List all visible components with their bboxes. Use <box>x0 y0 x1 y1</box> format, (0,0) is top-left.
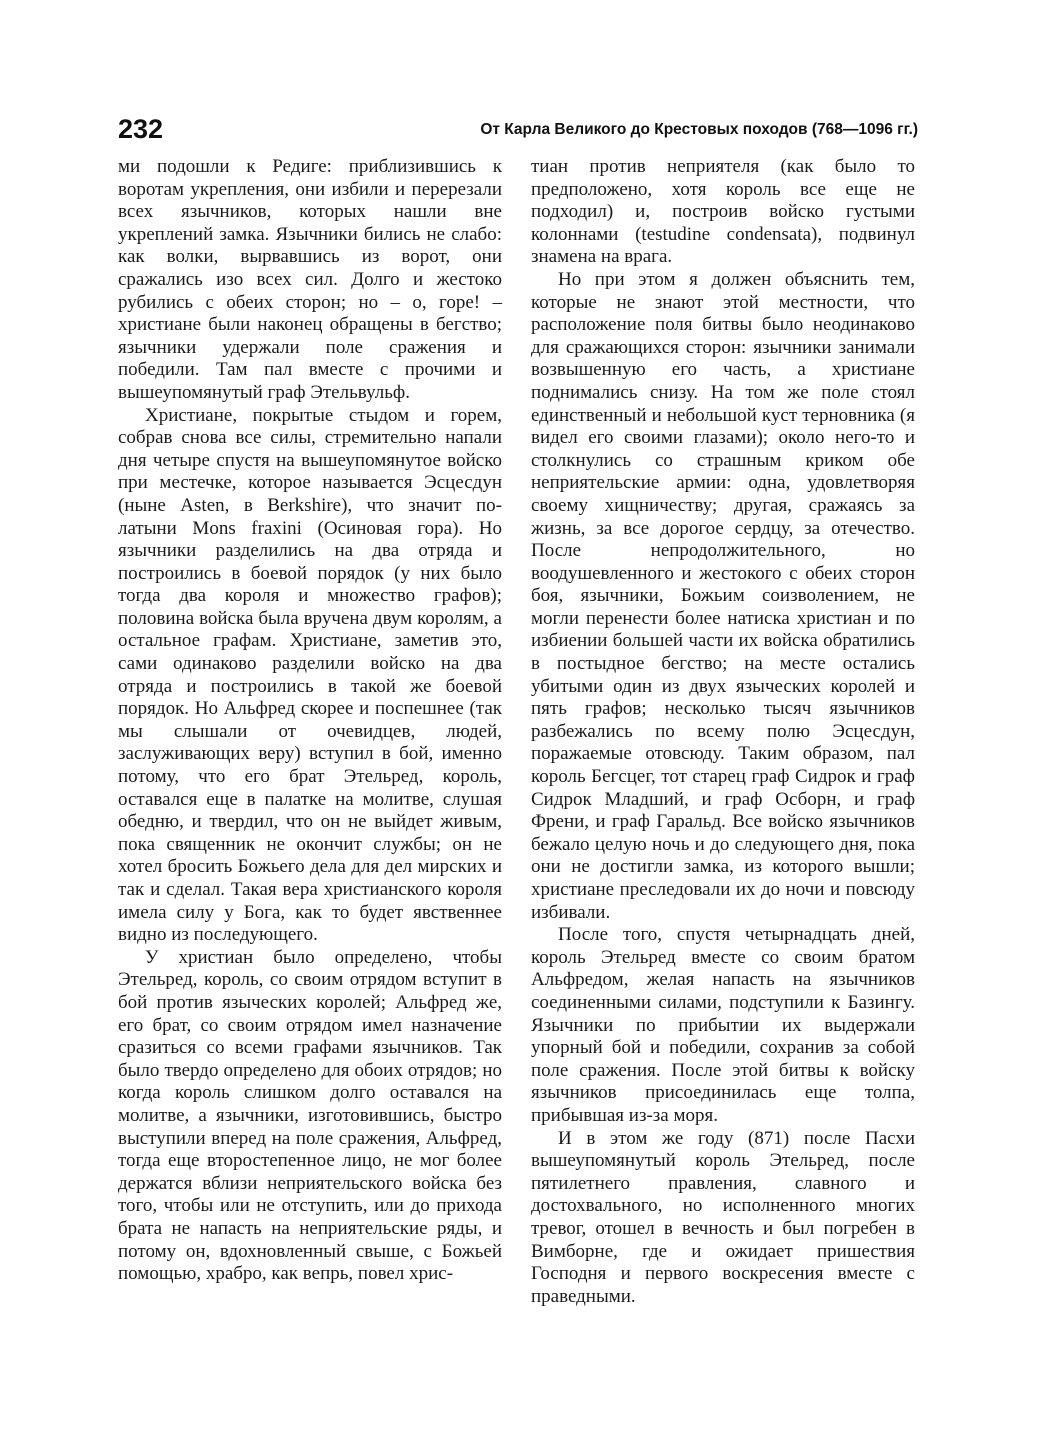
paragraph: тиан против неприятеля (как было то предположено, хотя король все еще не подходил) и, построив войско густыми колоннами (testudine condensata), подвинул знамена на врага. <box>531 156 915 268</box>
running-title: От Карла Великого до Крестовых походов (768—1096 гг.) <box>480 121 918 138</box>
right-column <box>531 156 915 1308</box>
paragraph: И в этом же году (871) после Пасхи вышеупомянутый король Этельред, после пятилетнего правления, славного и достохвального, но исполненного многих тревог, отошел в вечность и был погребен в Вимборне, где и ожидает пришествия Господня и первого воскресения вместе с праведными. <box>531 1127 915 1307</box>
paragraph: Христиане, покрытые стыдом и горем, собрав снова все силы, стремительно напали дня четыре спустя на вышеупомянутое войско при местечке, которое называется Эсцесдун (ныне Asten, в Berkshire), что значит по-латыни Mons fraxini (Осиновая гора). Но язычники разделились на два отряда и построились в боевой порядок (у них было тогда два короля и множество графов); половина войска была вручена двум королям, а остальное графам. Христиане, заметив это, сами одинаково разделили войско на два отряда и построились в такой же боевой порядок. Но Альфред скорее и поспешнее (так мы слышали от очевидцев, людей, заслуживающих веру) вступил в бой, именно потому, что его брат Этельред, король, оставался еще в палатке на молитве, слушая обедню, и твердил, что он не выйдет живым, пока священник не окончит службы; он не хотел бросить Божьего дела для дел мирских и так и сделал. Такая вера христианского короля имела силу у Бога, как то будет явственнее видно из последующего. <box>118 404 502 946</box>
page-header <box>118 112 918 152</box>
paragraph: ми подошли к Редиге: приблизившись к воротам укрепления, они избили и перерезали всех язычников, которых нашли вне укреплений замка. Язычники бились не слабо: как волки, вырвавшись из ворот, они сражались изо всех сил. Долго и жестоко рубились с обеих сторон; но – о, горе! – христиане были наконец обращены в бегство; язычники удержали поле сражения и победили. Там пал вместе с прочими и вышеупомянутый граф Этельвульф. <box>118 156 502 403</box>
left-column <box>118 156 502 1286</box>
paragraph: У христиан было определено, чтобы Этельред, король, со своим отрядом вступит в бой против языческих королей; Альфред же, его брат, со своим отрядом имел назначение сразиться со всеми графами язычников. Так было твердо определено для обоих отрядов; но когда король слишком долго оставался на молитве, а язычники, изготовившись, быстро выступили вперед на поле сражения, Альфред, тогда еще второстепенное лицо, не мог более держатся вблизи неприятельского войска без того, чтобы или не отступить, или до прихода брата не напасть на неприятельские ряды, и потому он, вдохновленный свыше, с Божьей помощью, храбро, как вепрь, повел хрис- <box>118 946 502 1285</box>
paragraph: После того, спустя четырнадцать дней, король Этельред вместе со своим братом Альфредом, желая напасть на язычников соединенными силами, подступили к Базингу. Язычники по прибытии их выдержали упорный бой и победили, сохранив за собой поле сражения. После этой битвы к войску язычников присоединилась еще толпа, прибывшая из-за моря. <box>531 924 915 1126</box>
page-number: 232 <box>118 114 164 144</box>
paragraph: Но при этом я должен объяснить тем, которые не знают этой местности, что расположение поля битвы было неодинаково для сражающихся сторон: язычники занимали возвышенную его часть, а христиане поднимались снизу. На том же поле стоял единственный и небольшой куст терновника (я видел его своими глазами); около него-то и столкнулись со страшным криком обе неприятельские армии: одна, удовлетворяя своему хищничеству; другая, сражаясь за жизнь, за все дорогое сердцу, за отечество. После непродолжительного, но воодушевленного и жестокого с обеих сторон боя, язычники, Божьим соизволением, не могли перенести более натиска христиан и по избиении большей части их войска обратились в постыдное бегство; на месте остались убитыми один из двух языческих королей и пять графов; несколько тысяч язычников разбежались по всему полю Эсцесдун, поражаемые отовсюду. Таким образом, пал король Бегсцег, тот старец граф Сидрок и граф Сидрок Младший, и граф Осборн, и граф Френи, и граф Гаральд. Все войско язычников бежало целую ночь и до следующего дня, пока они не достигли замка, из которого вышли; христиане преследовали их до ночи и повсюду избивали. <box>531 268 915 923</box>
